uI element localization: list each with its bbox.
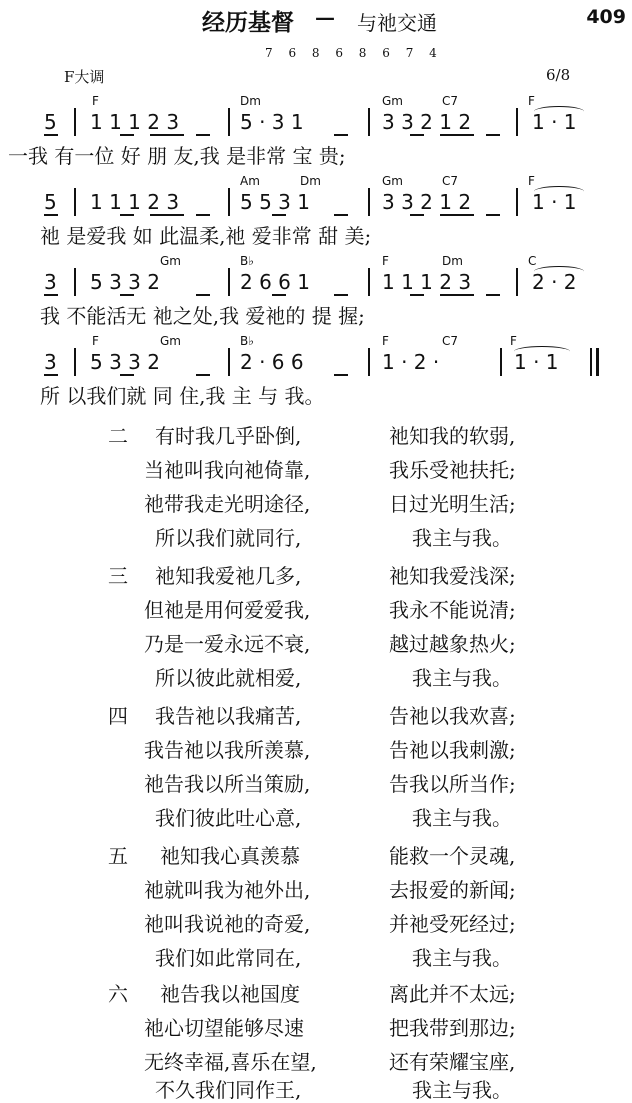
score-row-2	[0, 174, 632, 250]
tie-slur	[514, 346, 570, 357]
verse-line-left: 乃是一爱永远不衰,	[144, 632, 311, 656]
verse-line-left: 我们彼此吐心意,	[155, 806, 302, 830]
pickup-note: 5	[44, 110, 57, 134]
note-underline	[410, 134, 424, 136]
chord: F	[528, 94, 535, 108]
note-underline	[440, 294, 474, 296]
score-row-3	[0, 254, 632, 330]
bar-line	[74, 268, 76, 296]
bar-line	[228, 268, 230, 296]
note-underline	[410, 294, 424, 296]
note-underline	[150, 214, 184, 216]
verse-line-left: 祂知我爱祂几多,	[155, 564, 302, 588]
verse-line-left: 所以我们就同行,	[155, 526, 302, 550]
measure-notes: 1 1 1 2 3	[90, 110, 180, 134]
verse-line-left: 祂告我以祂国度	[160, 982, 300, 1006]
page-number: 409	[586, 6, 626, 28]
note-underline	[120, 214, 134, 216]
verse-line-left: 我告祂以我痛苦,	[155, 704, 302, 728]
note-underline	[44, 214, 58, 216]
verse-number: 五	[108, 844, 128, 868]
chord: C	[528, 254, 537, 268]
verse-line-left: 所以彼此就相爱,	[155, 666, 302, 690]
note-underline	[440, 214, 474, 216]
note-underline	[440, 134, 474, 136]
bar-line	[228, 188, 230, 216]
verse-line-left: 祂就叫我为祂外出,	[144, 878, 311, 902]
key-signature: F大调	[64, 68, 105, 86]
verse-line-right: 我永不能说清;	[389, 598, 516, 622]
chord: Gm	[160, 334, 181, 348]
hymn-subtitle: 与祂交通	[357, 11, 437, 35]
bar-line	[368, 348, 370, 376]
chord: Gm	[382, 94, 403, 108]
measure-notes: 5 3 3 2	[90, 270, 160, 294]
verse-number: 四	[108, 704, 128, 728]
chord: Am	[240, 174, 260, 188]
note-underline	[44, 294, 58, 296]
verse-line-right: 告祂以我欢喜;	[389, 704, 516, 728]
note-underline	[486, 214, 500, 216]
verse-number: 六	[108, 982, 128, 1006]
title-dash: —	[315, 5, 335, 29]
bar-line	[516, 188, 518, 216]
verse-line-left: 无终幸福,喜乐在望,	[144, 1050, 317, 1074]
verse-line-left: 但祂是用何爱爱我,	[144, 598, 311, 622]
score-row-4	[0, 334, 632, 410]
verse-line-right: 日过光明生活;	[389, 492, 516, 516]
chord: Gm	[160, 254, 181, 268]
verse-line-right: 告祂以我刺激;	[389, 738, 516, 762]
verse-line-right: 并祂受死经过;	[389, 912, 516, 936]
verse-line-left: 祂知我心真羡慕	[160, 844, 300, 868]
pickup-note: 3	[44, 350, 57, 374]
final-bar-thick	[596, 348, 599, 376]
verse-line-right: 告我以所当作;	[389, 772, 516, 796]
time-signature: 6/8	[546, 66, 571, 84]
bar-line	[516, 108, 518, 136]
pickup-note: 3	[44, 270, 57, 294]
note-underline	[334, 214, 348, 216]
measure-notes: 1 · 2 ·	[382, 350, 440, 374]
verse-line-left: 当祂叫我向祂倚靠,	[144, 458, 311, 482]
chord: C7	[442, 94, 459, 108]
verse-line-right: 还有荣耀宝座,	[389, 1050, 516, 1074]
verse-line-right: 离此并不太远;	[389, 982, 516, 1006]
chord: C7	[442, 334, 459, 348]
measure-notes: 1 · 1	[532, 110, 577, 134]
chord: F	[92, 334, 99, 348]
note-underline	[486, 294, 500, 296]
chord: Dm	[300, 174, 321, 188]
lyric-line: 一我 有一位 好 朋 友,我 是非常 宝 贵;	[8, 144, 346, 168]
bar-line	[368, 108, 370, 136]
lyric-line: 我 不能活无 祂之处,我 爱祂的 提 握;	[40, 304, 365, 328]
note-underline	[272, 294, 286, 296]
final-bar-line	[590, 348, 592, 376]
bar-line	[368, 188, 370, 216]
note-underline	[410, 214, 424, 216]
chord: B♭	[240, 254, 254, 268]
bar-line	[228, 108, 230, 136]
note-underline	[272, 214, 286, 216]
note-underline	[334, 134, 348, 136]
note-underline	[196, 374, 210, 376]
note-underline	[120, 374, 134, 376]
verse-line-right: 我主与我。	[412, 1078, 512, 1102]
tie-slur	[534, 186, 584, 197]
hymn-title: 经历基督	[202, 10, 294, 36]
note-underline	[150, 134, 184, 136]
tie-slur	[534, 266, 584, 277]
pickup-note: 5	[44, 190, 57, 214]
verse-number: 三	[108, 564, 128, 588]
measure-notes: 2 · 6 6	[240, 350, 304, 374]
verse-line-right: 能救一个灵魂,	[389, 844, 516, 868]
verse-line-left: 我们如此常同在,	[155, 946, 302, 970]
measure-notes: 2 · 2	[532, 270, 577, 294]
chord: C7	[442, 174, 459, 188]
verse-line-left: 祂告我以所当策励,	[144, 772, 311, 796]
bar-line	[516, 268, 518, 296]
measure-notes: 1 · 1	[532, 190, 577, 214]
verse-line-right: 我主与我。	[412, 806, 512, 830]
verse-line-right: 我乐受祂扶托;	[389, 458, 516, 482]
chord: F	[92, 94, 99, 108]
meter-numbers: 7 6 8 6 8 6 7 4	[265, 46, 443, 60]
measure-notes: 5 5 3 1	[240, 190, 310, 214]
measure-notes: 1 1 1 2 3	[382, 270, 472, 294]
chord: B♭	[240, 334, 254, 348]
lyric-line: 所 以我们就 同 住,我 主 与 我。	[40, 384, 325, 408]
verse-line-right: 去报爱的新闻;	[389, 878, 516, 902]
measure-notes: 3 3 2 1 2	[382, 190, 472, 214]
measure-notes: 5 · 3 1	[240, 110, 304, 134]
note-underline	[44, 374, 58, 376]
bar-line	[74, 348, 76, 376]
chord: F	[382, 254, 389, 268]
chord: Dm	[240, 94, 261, 108]
note-underline	[196, 294, 210, 296]
verse-line-right: 祂知我爱浅深;	[389, 564, 516, 588]
verse-line-left: 不久我们同作王,	[155, 1078, 302, 1102]
verse-line-left: 祂带我走光明途径,	[144, 492, 311, 516]
measure-notes: 5 3 3 2	[90, 350, 160, 374]
measure-notes: 1 · 1	[514, 350, 559, 374]
note-underline	[196, 134, 210, 136]
note-underline	[196, 214, 210, 216]
verse-line-right: 我主与我。	[412, 666, 512, 690]
verse-line-right: 把我带到那边;	[389, 1016, 516, 1040]
verse-line-right: 越过越象热火;	[389, 632, 516, 656]
measure-notes: 1 1 1 2 3	[90, 190, 180, 214]
measure-notes: 2 6 6 1	[240, 270, 310, 294]
bar-line	[228, 348, 230, 376]
bar-line	[74, 108, 76, 136]
note-underline	[334, 294, 348, 296]
verse-line-left: 有时我几乎卧倒,	[155, 424, 302, 448]
bar-line	[368, 268, 370, 296]
verse-number: 二	[108, 424, 128, 448]
chord: F	[382, 334, 389, 348]
note-underline	[44, 134, 58, 136]
score-row-1	[0, 94, 632, 170]
chord: F	[528, 174, 535, 188]
bar-line	[500, 348, 502, 376]
tie-slur	[534, 106, 584, 117]
verse-line-left: 祂叫我说祂的奇爱,	[144, 912, 311, 936]
note-underline	[120, 294, 134, 296]
verse-line-right: 我主与我。	[412, 946, 512, 970]
measure-notes: 3 3 2 1 2	[382, 110, 472, 134]
verse-line-left: 祂心切望能够尽速	[144, 1016, 304, 1040]
note-underline	[334, 374, 348, 376]
lyric-line: 祂 是爱我 如 此温柔,祂 爱非常 甜 美;	[40, 224, 372, 248]
chord: F	[510, 334, 517, 348]
note-underline	[486, 134, 500, 136]
verse-line-left: 我告祂以我所羡慕,	[144, 738, 311, 762]
verse-line-right: 祂知我的软弱,	[389, 424, 516, 448]
verse-line-right: 我主与我。	[412, 526, 512, 550]
bar-line	[74, 188, 76, 216]
chord: Gm	[382, 174, 403, 188]
note-underline	[120, 134, 134, 136]
chord: Dm	[442, 254, 463, 268]
